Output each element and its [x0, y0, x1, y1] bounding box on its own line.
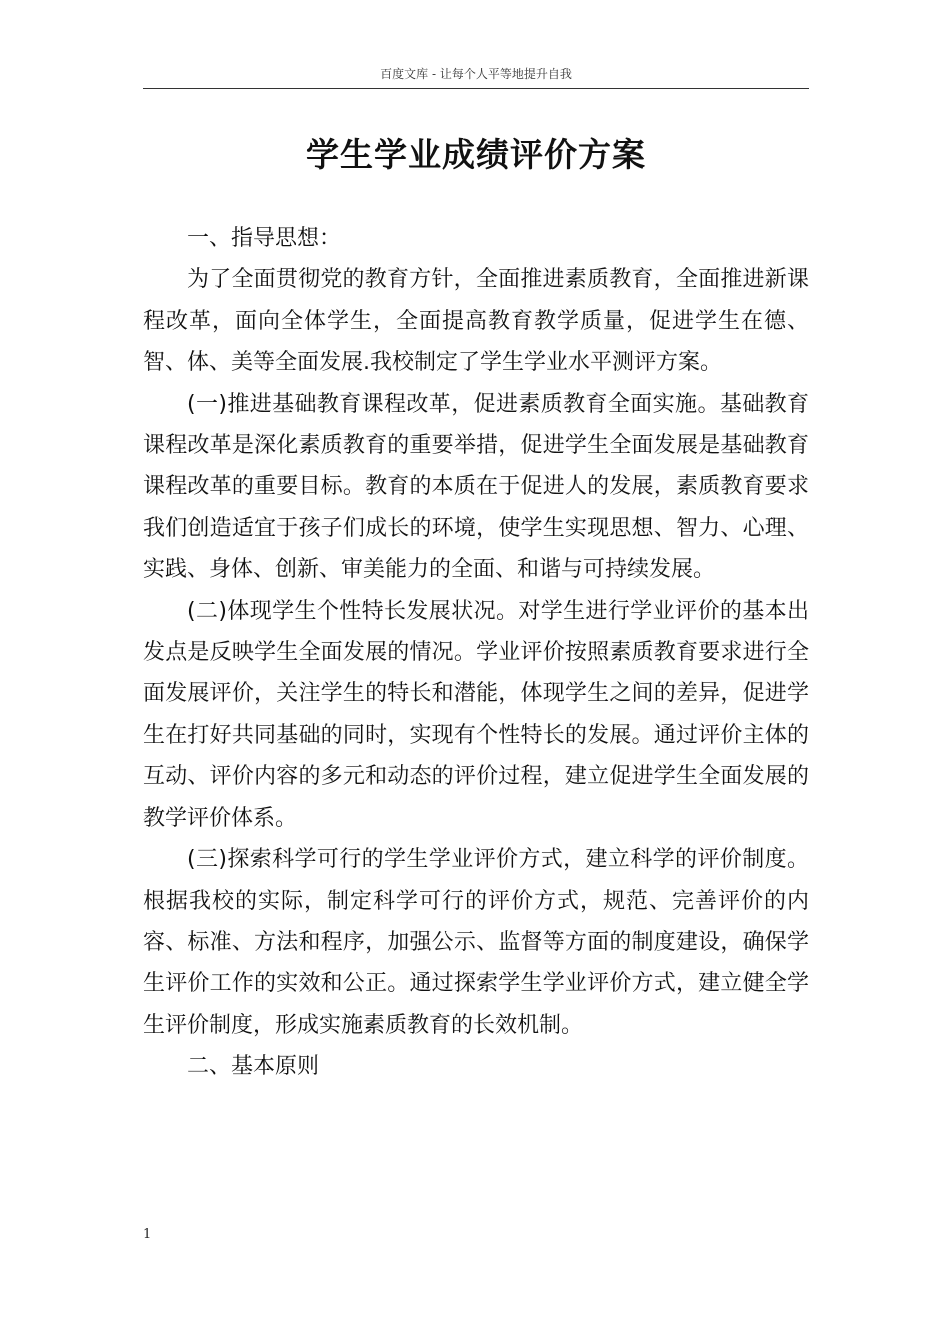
paragraph-point-1: (一)推进基础教育课程改革，促进素质教育全面实施。基础教育课程改革是深化素质教育的重要举措，促进学生全面发展是基础教育课程改革的重要目标。教育的本质在于促进人的发展，素质教育要求我们创造适宜于孩子们成长的环境，使学生实现思想、智力、心理、实践、身体、创新、审美能力的全面、和谐与可持续发展。 [143, 391, 809, 583]
page-number: 1 [143, 1227, 152, 1242]
paragraph-point-3: (三)探索科学可行的学生学业评价方式，建立科学的评价制度。根据我校的实际，制定科学可行的评价方式，规范、完善评价的内容、标准、方法和程序，加强公示、监督等方面的制度建设，确保学生评价工作的实效和公正。通过探索学生学业评价方式，建立健全学生评价制度，形成实施素质教育的长效机制。 [143, 847, 809, 1038]
page-header: 百度文库 - 让每个人平等地提升自我 [143, 66, 809, 89]
paragraph-intro: 为了全面贯彻党的教育方针，全面推进素质教育，全面推进新课程改革，面向全体学生，全面提高教育教学质量，促进学生在德、智、体、美等全面发展.我校制定了学生学业水平测评方案。 [143, 267, 809, 376]
document-body [143, 218, 809, 1088]
document-title: 学生学业成绩评价方案 [306, 135, 646, 174]
section-heading-guiding-thought: 一、指导思想： [187, 226, 342, 251]
paragraph-point-2: (二)体现学生个性特长发展状况。对学生进行学业评价的基本出发点是反映学生全面发展的情况。学业评价按照素质教育要求进行全面发展评价，关注学生的特长和潜能，体现学生之间的差异，促进学生在打好共同基础的同时，实现有个性特长的发展。通过评价主体的互动、评价内容的多元和动态的评价过程，建立促进学生全面发展的教学评价体系。 [143, 598, 809, 831]
section-heading-basic-principles: 二、基本原则 [187, 1054, 320, 1080]
